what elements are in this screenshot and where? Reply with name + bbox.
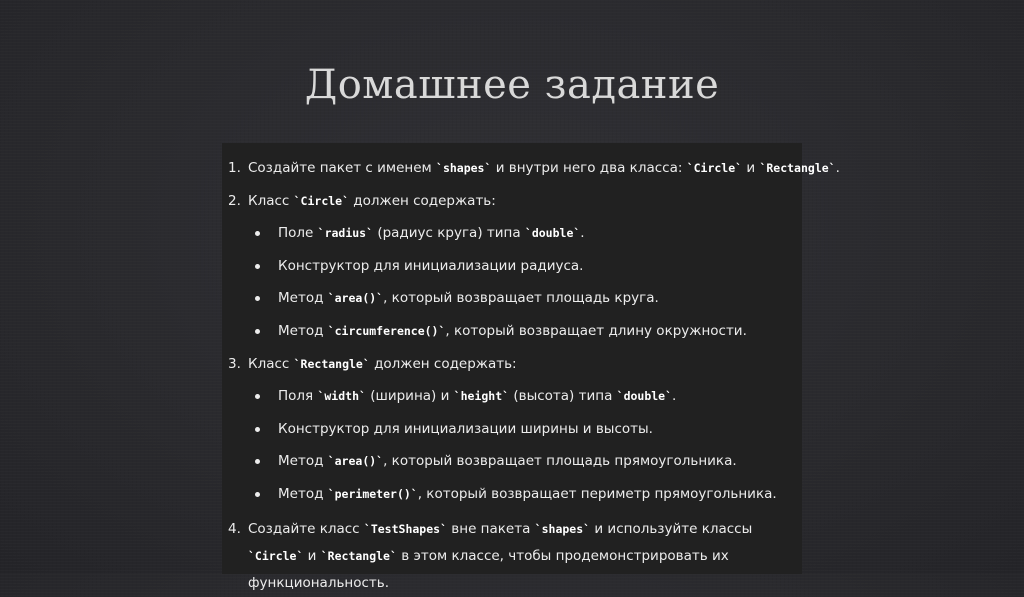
text-segment: Класс bbox=[248, 192, 294, 209]
inline-code: `area()` bbox=[327, 454, 384, 469]
step-4-row bbox=[222, 510, 788, 597]
bullet-icon bbox=[255, 264, 260, 269]
inline-code: `double` bbox=[616, 389, 673, 404]
text-segment: Конструктор для инициализации радиуса. bbox=[278, 257, 584, 274]
list-item bbox=[222, 250, 802, 283]
homework-content-box bbox=[222, 143, 840, 591]
text-segment: должен содержать: bbox=[369, 355, 517, 372]
slide-title: Домашнее задание bbox=[304, 62, 720, 108]
text-segment: и bbox=[742, 159, 760, 176]
text-segment: Метод bbox=[278, 485, 328, 502]
inline-code: `shapes` bbox=[436, 160, 492, 175]
inline-code: `shapes` bbox=[534, 522, 591, 536]
step-text bbox=[248, 521, 752, 591]
bullet-icon bbox=[255, 427, 260, 432]
inline-code: `height` bbox=[453, 389, 510, 404]
text-segment: вне пакета bbox=[447, 521, 535, 537]
text-segment: Метод bbox=[278, 322, 328, 339]
inline-code: `Circle` bbox=[686, 160, 743, 175]
text-segment: Класс bbox=[248, 355, 294, 372]
step-text bbox=[248, 355, 517, 373]
step-number: 1. bbox=[228, 159, 241, 176]
bullet-text bbox=[278, 420, 653, 438]
inline-code: `Circle` bbox=[293, 193, 350, 208]
text-segment: Создайте пакет с именем bbox=[248, 159, 437, 176]
text-segment: Метод bbox=[278, 290, 328, 307]
step-2-row bbox=[222, 184, 802, 217]
text-segment: (высота) типа bbox=[509, 388, 617, 405]
step-3 bbox=[222, 347, 802, 510]
text-segment: . bbox=[580, 225, 585, 242]
step-number: 4. bbox=[228, 521, 241, 537]
bullet-text bbox=[278, 289, 659, 307]
list-item bbox=[222, 380, 802, 413]
text-segment: , который возвращает периметр прямоугольника. bbox=[417, 485, 777, 502]
text-segment: в этом классе, чтобы продемонстрировать их функциональность. bbox=[248, 548, 729, 591]
inline-code: `radius` bbox=[317, 226, 374, 241]
text-segment: Поле bbox=[278, 225, 318, 242]
text-segment: и используйте классы bbox=[590, 521, 753, 537]
bullet-icon bbox=[255, 296, 260, 301]
text-segment: (радиус круга) типа bbox=[373, 225, 525, 242]
bullet-text bbox=[278, 452, 737, 470]
inline-code: `double` bbox=[524, 226, 581, 241]
text-segment: и bbox=[303, 548, 321, 564]
bullet-icon bbox=[255, 492, 260, 497]
text-segment: , который возвращает площадь круга. bbox=[383, 290, 659, 307]
list-item bbox=[222, 282, 802, 315]
list-item bbox=[222, 315, 802, 348]
step-1 bbox=[222, 151, 840, 184]
step-2 bbox=[222, 184, 802, 347]
text-segment: (ширина) и bbox=[365, 388, 454, 405]
list-item bbox=[222, 413, 802, 446]
inline-code: `width` bbox=[317, 389, 366, 404]
inline-code: `circumference()` bbox=[327, 323, 446, 338]
text-segment: Конструктор для инициализации ширины и высоты. bbox=[278, 420, 653, 437]
inline-code: `Rectangle` bbox=[759, 160, 836, 175]
text-segment: . bbox=[835, 159, 840, 176]
bullet-text bbox=[278, 257, 583, 275]
bullet-text bbox=[278, 322, 747, 340]
list-item bbox=[222, 217, 802, 250]
bullet-icon bbox=[255, 231, 260, 236]
step-1-row bbox=[222, 151, 840, 184]
list-item bbox=[222, 478, 802, 511]
text-segment: Создайте класс bbox=[248, 521, 364, 537]
text-segment: Метод bbox=[278, 453, 328, 470]
inline-code: `TestShapes` bbox=[363, 522, 447, 536]
step-text bbox=[248, 192, 496, 210]
bullet-text bbox=[278, 485, 777, 503]
inline-code: `Rectangle` bbox=[320, 549, 397, 563]
text-segment: и внутри него два класса: bbox=[491, 159, 687, 176]
step-text bbox=[248, 159, 840, 177]
text-segment: , который возвращает площадь прямоугольника. bbox=[383, 453, 737, 470]
step-4 bbox=[222, 510, 802, 597]
step-number: 3. bbox=[228, 355, 241, 372]
step-number: 2. bbox=[228, 192, 241, 209]
inline-code: `perimeter()` bbox=[327, 486, 418, 501]
inline-code: `area()` bbox=[327, 291, 384, 306]
text-segment: . bbox=[672, 388, 677, 405]
bullet-icon bbox=[255, 394, 260, 399]
inline-code: `Circle` bbox=[248, 549, 304, 563]
bullet-text bbox=[278, 387, 676, 405]
step-3-row bbox=[222, 347, 802, 380]
bullet-text bbox=[278, 224, 585, 242]
bullet-icon bbox=[255, 329, 260, 334]
text-segment: Поля bbox=[278, 388, 318, 405]
list-item bbox=[222, 445, 802, 478]
inline-code: `Rectangle` bbox=[293, 356, 370, 371]
text-segment: должен содержать: bbox=[349, 192, 496, 209]
text-segment: , который возвращает длину окружности. bbox=[445, 322, 747, 339]
bullet-icon bbox=[255, 459, 260, 464]
